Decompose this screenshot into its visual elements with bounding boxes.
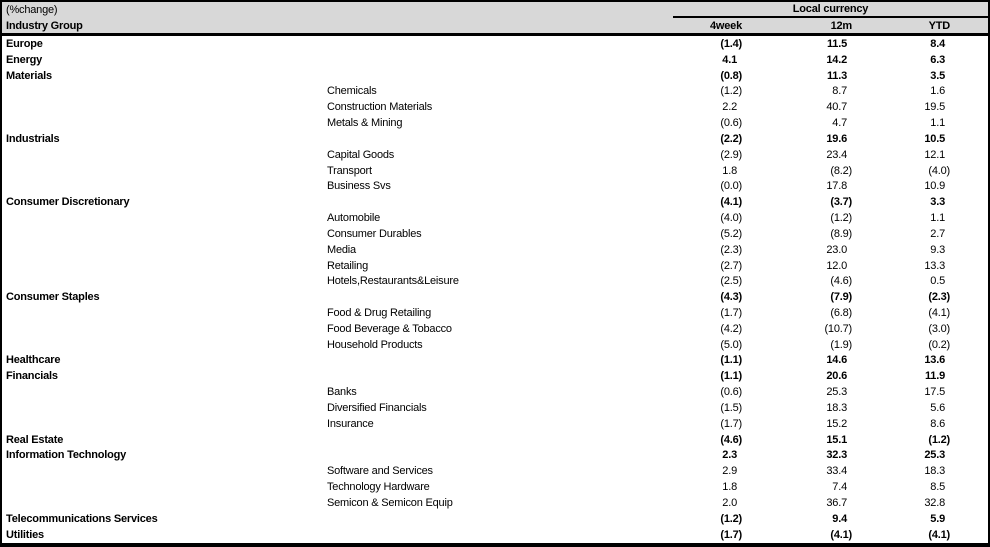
- value-12m: 20.6: [826, 370, 847, 383]
- industry-sub-label: Automobile: [327, 212, 381, 225]
- industry-sub-label: Chemicals: [327, 85, 377, 98]
- value-ytd: (0.2): [928, 338, 950, 351]
- value-ytd: 5.9: [930, 512, 945, 525]
- table-row: [2, 131, 988, 147]
- table-row: [2, 83, 988, 99]
- industry-group-label: Utilities: [6, 528, 44, 541]
- value-12m: 14.2: [826, 53, 847, 66]
- value-ytd: 8.6: [930, 417, 945, 430]
- value-4week: (0.0): [720, 180, 742, 193]
- table-row: [2, 353, 988, 369]
- industry-sub-label: Transport: [327, 164, 372, 177]
- value-4week: 4.1: [722, 53, 737, 66]
- value-4week: 1.8: [722, 164, 737, 177]
- value-12m: (4.6): [830, 275, 852, 288]
- value-12m: (1.9): [830, 338, 852, 351]
- value-4week: (4.2): [720, 322, 742, 335]
- local-currency-label: Local currency: [792, 3, 869, 15]
- value-ytd: 10.5: [924, 132, 945, 145]
- value-ytd: 0.5: [930, 275, 945, 288]
- value-12m: 23.0: [826, 243, 847, 256]
- table-row: [2, 527, 988, 543]
- industry-sub-label: Banks: [327, 386, 357, 399]
- value-4week: (1.2): [720, 85, 742, 98]
- value-12m: 33.4: [826, 465, 847, 478]
- value-ytd: 1.6: [930, 85, 945, 98]
- value-ytd: 11.9: [924, 370, 945, 383]
- value-12m: 7.4: [832, 481, 847, 494]
- value-ytd: 19.5: [924, 101, 945, 114]
- value-ytd: 1.1: [930, 117, 945, 130]
- value-12m: (1.2): [830, 212, 852, 225]
- value-4week: (1.1): [720, 354, 742, 367]
- industry-sub-label: Semicon & Semicon Equip: [327, 496, 453, 509]
- table-row: [2, 178, 988, 194]
- industry-sub-label: Food & Drug Retailing: [327, 306, 432, 319]
- industry-sub-label: Household Products: [327, 338, 423, 351]
- header-row-columns: [2, 18, 988, 33]
- value-ytd: 25.3: [924, 449, 945, 462]
- industry-sub-label: Diversified Financials: [327, 401, 427, 414]
- industry-group-label: Consumer Staples: [6, 291, 100, 304]
- value-12m: 18.3: [826, 401, 847, 414]
- table-row: [2, 416, 988, 432]
- table-row: [2, 99, 988, 115]
- value-ytd: 3.5: [930, 69, 945, 82]
- value-ytd: 10.9: [924, 180, 945, 193]
- industry-group-label: Financials: [6, 370, 58, 383]
- value-ytd: 2.7: [930, 227, 945, 240]
- value-4week: (4.1): [720, 196, 742, 209]
- value-ytd: (4.1): [928, 528, 950, 541]
- value-ytd: 17.5: [924, 386, 945, 399]
- value-12m: (4.1): [830, 528, 852, 541]
- table-row: [2, 463, 988, 479]
- value-12m: (8.2): [830, 164, 852, 177]
- value-4week: (1.4): [720, 37, 742, 50]
- value-4week: (2.7): [720, 259, 742, 272]
- percent-change-label: (%change): [6, 4, 58, 16]
- table-row: [2, 432, 988, 448]
- column-header-ytd: YTD: [928, 19, 950, 32]
- table-row: [2, 68, 988, 84]
- industry-sub-label: Capital Goods: [327, 148, 395, 161]
- value-4week: 1.8: [722, 481, 737, 494]
- value-ytd: 8.4: [930, 37, 945, 50]
- value-ytd: 9.3: [930, 243, 945, 256]
- value-4week: (4.6): [720, 433, 742, 446]
- industry-group-label: Healthcare: [6, 354, 61, 367]
- table-row: [2, 226, 988, 242]
- table-row: [2, 273, 988, 289]
- value-ytd: 5.6: [930, 401, 945, 414]
- table-row: [2, 479, 988, 495]
- value-4week: (1.7): [720, 528, 742, 541]
- value-4week: (1.7): [720, 417, 742, 430]
- column-header-12m: 12m: [830, 19, 852, 32]
- value-4week: (4.3): [720, 291, 742, 304]
- value-4week: 2.3: [722, 449, 737, 462]
- industry-sub-label: Retailing: [327, 259, 369, 272]
- value-4week: (2.5): [720, 275, 742, 288]
- header-row-currency: [2, 2, 988, 18]
- value-12m: (10.7): [824, 322, 852, 335]
- table-row: [2, 258, 988, 274]
- table-body: [2, 36, 988, 543]
- value-12m: 8.7: [832, 85, 847, 98]
- value-4week: (2.2): [720, 132, 742, 145]
- table-row: [2, 384, 988, 400]
- industry-sub-label: Hotels,Restaurants&Leisure: [327, 275, 459, 288]
- value-ytd: (4.1): [928, 306, 950, 319]
- industry-sub-label: Consumer Durables: [327, 227, 422, 240]
- value-ytd: 8.5: [930, 481, 945, 494]
- industry-group-label: Europe: [6, 37, 43, 50]
- table-header: [2, 2, 988, 36]
- local-currency-header: [673, 2, 988, 18]
- value-12m: 11.5: [826, 37, 847, 50]
- value-12m: 36.7: [826, 496, 847, 509]
- value-12m: 11.3: [826, 69, 847, 82]
- value-12m: 17.8: [826, 180, 847, 193]
- table-row: [2, 52, 988, 68]
- value-ytd: 13.6: [924, 354, 945, 367]
- table-row: [2, 368, 988, 384]
- industry-sub-label: Insurance: [327, 417, 374, 430]
- table-row: [2, 210, 988, 226]
- value-ytd: (3.0): [928, 322, 950, 335]
- value-12m: 12.0: [826, 259, 847, 272]
- value-ytd: (1.2): [928, 433, 950, 446]
- value-12m: 32.3: [826, 449, 847, 462]
- value-4week: (1.7): [720, 306, 742, 319]
- value-4week: (1.2): [720, 512, 742, 525]
- value-4week: (5.2): [720, 227, 742, 240]
- value-4week: (0.8): [720, 69, 742, 82]
- industry-group-label: Industrials: [6, 132, 60, 145]
- value-12m: (7.9): [830, 291, 852, 304]
- value-4week: 2.9: [722, 465, 737, 478]
- value-ytd: 3.3: [930, 196, 945, 209]
- value-12m: 19.6: [826, 132, 847, 145]
- table-row: [2, 321, 988, 337]
- industry-group-header: Industry Group: [6, 19, 83, 32]
- value-4week: (1.1): [720, 370, 742, 383]
- table-row: [2, 115, 988, 131]
- table-row: [2, 289, 988, 305]
- table-row: [2, 242, 988, 258]
- table-row: [2, 495, 988, 511]
- value-4week: (2.9): [720, 148, 742, 161]
- industry-group-label: Telecommunications Services: [6, 512, 158, 525]
- value-12m: (6.8): [830, 306, 852, 319]
- table-row: [2, 400, 988, 416]
- table-row: [2, 511, 988, 527]
- value-12m: 40.7: [826, 101, 847, 114]
- table-row: [2, 194, 988, 210]
- value-12m: 14.6: [826, 354, 847, 367]
- value-12m: 15.1: [826, 433, 847, 446]
- industry-group-label: Information Technology: [6, 449, 127, 462]
- value-12m: 4.7: [832, 117, 847, 130]
- value-4week: (0.6): [720, 117, 742, 130]
- table-row: [2, 305, 988, 321]
- column-header-4week: 4week: [709, 19, 742, 32]
- value-ytd: (2.3): [928, 291, 950, 304]
- value-4week: 2.0: [722, 496, 737, 509]
- industry-sub-label: Metals & Mining: [327, 117, 403, 130]
- value-12m: 15.2: [826, 417, 847, 430]
- value-12m: (8.9): [830, 227, 852, 240]
- industry-group-label: Energy: [6, 53, 43, 66]
- industry-sub-label: Construction Materials: [327, 101, 433, 114]
- value-ytd: 32.8: [924, 496, 945, 509]
- value-12m: 9.4: [832, 512, 847, 525]
- value-ytd: 6.3: [930, 53, 945, 66]
- table-row: [2, 147, 988, 163]
- value-ytd: 12.1: [924, 148, 945, 161]
- value-4week: 2.2: [722, 101, 737, 114]
- industry-group-label: Materials: [6, 69, 52, 82]
- value-12m: (3.7): [830, 196, 852, 209]
- industry-sub-label: Media: [327, 243, 356, 256]
- industry-sub-label: Software and Services: [327, 465, 433, 478]
- value-4week: (2.3): [720, 243, 742, 256]
- table-row: [2, 337, 988, 353]
- value-ytd: 1.1: [930, 212, 945, 225]
- table-row: [2, 448, 988, 464]
- value-4week: (1.5): [720, 401, 742, 414]
- industry-sub-label: Business Svs: [327, 180, 391, 193]
- industry-sub-label: Food Beverage & Tobacco: [327, 322, 452, 335]
- table-row: [2, 163, 988, 179]
- value-ytd: (4.0): [928, 164, 950, 177]
- value-ytd: 13.3: [924, 259, 945, 272]
- industry-group-label: Real Estate: [6, 433, 64, 446]
- industry-sub-label: Technology Hardware: [327, 481, 430, 494]
- value-4week: (4.0): [720, 212, 742, 225]
- value-4week: (5.0): [720, 338, 742, 351]
- value-ytd: 18.3: [924, 465, 945, 478]
- value-4week: (0.6): [720, 386, 742, 399]
- value-12m: 23.4: [826, 148, 847, 161]
- value-12m: 25.3: [826, 386, 847, 399]
- industry-group-label: Consumer Discretionary: [6, 196, 130, 209]
- table-row: [2, 36, 988, 52]
